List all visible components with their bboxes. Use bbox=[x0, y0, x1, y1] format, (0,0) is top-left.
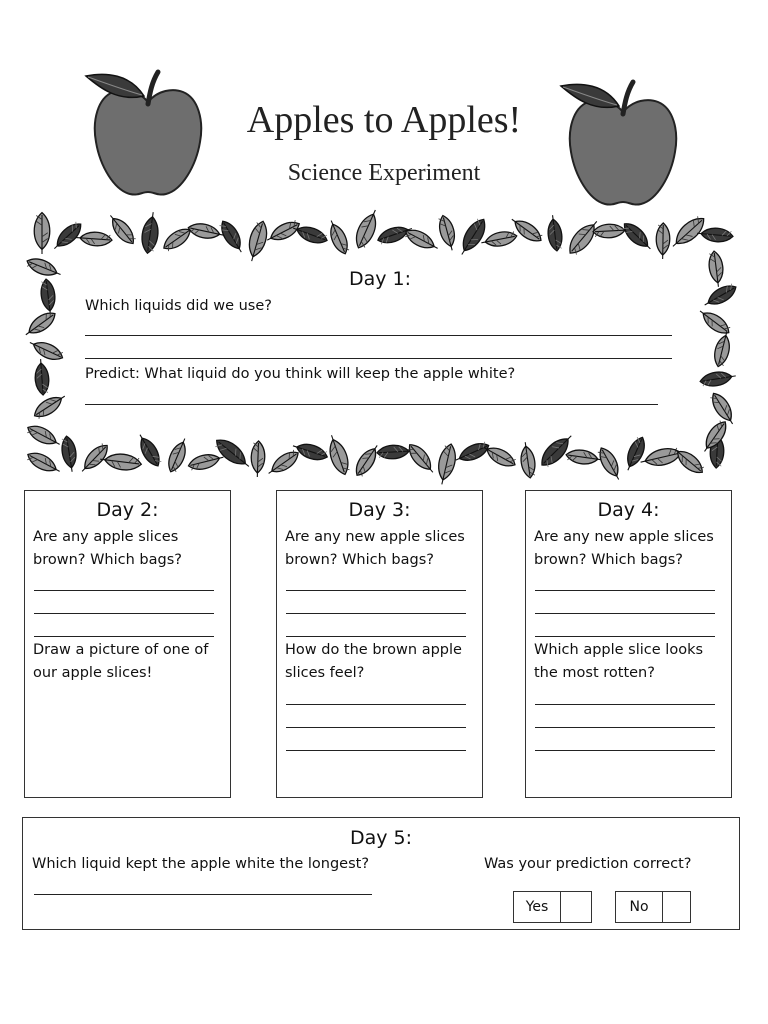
answer-line[interactable] bbox=[286, 704, 466, 705]
day4-heading: Day 4: bbox=[597, 499, 660, 521]
leaf-icon bbox=[565, 448, 603, 466]
leaf-icon bbox=[34, 213, 50, 254]
leaf-icon bbox=[595, 445, 624, 483]
leaf-icon bbox=[405, 440, 438, 476]
page-title: Apples to Apples! bbox=[246, 99, 522, 141]
leaf-icon bbox=[27, 336, 65, 363]
leaf-icon bbox=[593, 223, 630, 238]
yes-checkbox[interactable] bbox=[513, 891, 592, 923]
leaf-icon bbox=[217, 218, 247, 256]
leaf-icon bbox=[22, 308, 59, 340]
answer-line[interactable] bbox=[286, 750, 466, 751]
leaf-icon bbox=[244, 219, 270, 263]
leaf-icon bbox=[264, 218, 302, 246]
answer-line[interactable] bbox=[286, 727, 466, 728]
answer-line[interactable] bbox=[85, 404, 658, 405]
leaf-icon bbox=[699, 369, 737, 388]
leaf-icon bbox=[324, 433, 352, 477]
leaf-icon bbox=[39, 278, 57, 315]
day3-box bbox=[276, 490, 483, 798]
leaf-icon bbox=[31, 390, 69, 421]
leaf-icon bbox=[212, 434, 254, 472]
leaf-icon bbox=[165, 436, 191, 474]
day3-question1: Are any new apple slices brown? Which bags? bbox=[285, 529, 465, 568]
answer-line[interactable] bbox=[535, 750, 715, 751]
day4-box bbox=[525, 490, 732, 798]
leaf-icon bbox=[670, 444, 706, 477]
leaf-icon bbox=[25, 449, 63, 478]
page-subtitle: Science Experiment bbox=[287, 160, 481, 186]
answer-line[interactable] bbox=[34, 636, 214, 637]
drawing-area[interactable] bbox=[33, 689, 221, 787]
leaf-icon bbox=[508, 214, 545, 246]
day5-question1: Which liquid kept the apple white the longest? bbox=[32, 856, 370, 872]
leaf-icon bbox=[620, 219, 655, 254]
answer-line[interactable] bbox=[286, 590, 466, 591]
day3-question2: How do the brown apple slices feel? bbox=[285, 642, 462, 681]
leaf-icon bbox=[519, 441, 537, 479]
day2-heading: Day 2: bbox=[96, 499, 159, 521]
leaf-icon bbox=[480, 229, 518, 249]
leaf-icon bbox=[265, 447, 302, 479]
leaf-icon bbox=[564, 216, 603, 258]
leaf-border bbox=[22, 205, 747, 495]
leaf-icon bbox=[436, 214, 458, 252]
leaf-icon bbox=[251, 441, 266, 477]
day1-heading: Day 1: bbox=[348, 268, 412, 290]
leaf-icon bbox=[25, 255, 63, 281]
leaf-icon bbox=[546, 214, 564, 251]
leaf-icon bbox=[622, 435, 649, 473]
leaf-icon bbox=[696, 227, 733, 244]
day2-question2: Draw a picture of one of our apple slices! bbox=[33, 642, 209, 681]
leaf-icon bbox=[707, 250, 725, 287]
leaf-icon bbox=[76, 231, 113, 247]
day4-question2: Which apple slice looks the most rotten? bbox=[534, 642, 704, 681]
leaf-icon bbox=[187, 451, 225, 473]
answer-line[interactable] bbox=[85, 335, 672, 336]
day3-heading: Day 3: bbox=[348, 499, 411, 521]
day2-box bbox=[24, 490, 231, 798]
leaf-icon bbox=[696, 306, 733, 338]
answer-line[interactable] bbox=[286, 636, 466, 637]
day5-box bbox=[22, 817, 740, 930]
answer-line[interactable] bbox=[34, 613, 214, 614]
leaf-icon bbox=[351, 207, 382, 251]
leaf-icon bbox=[377, 444, 414, 459]
leaf-icon bbox=[140, 211, 161, 254]
leaf-icon bbox=[455, 215, 490, 258]
no-checkbox[interactable] bbox=[615, 891, 691, 923]
leaf-icon bbox=[351, 442, 382, 479]
leaf-icon bbox=[50, 219, 86, 253]
leaf-icon bbox=[60, 435, 79, 473]
day1-question2: Predict: What liquid do you think will keep the apple white? bbox=[85, 366, 516, 382]
no-label: No bbox=[616, 892, 663, 922]
day2-question1: Are any apple slices brown? Which bags? bbox=[33, 529, 182, 568]
leaf-icon bbox=[639, 445, 683, 469]
day5-heading: Day 5: bbox=[349, 827, 413, 849]
leaf-icon bbox=[537, 430, 577, 470]
leaf-icon bbox=[453, 439, 491, 466]
apple-icon-right bbox=[553, 72, 693, 212]
day1-question1: Which liquids did we use? bbox=[85, 298, 272, 314]
answer-line[interactable] bbox=[85, 358, 672, 359]
answer-line[interactable] bbox=[34, 590, 214, 591]
answer-line[interactable] bbox=[535, 613, 715, 614]
answer-line[interactable] bbox=[286, 613, 466, 614]
answer-line[interactable] bbox=[535, 704, 715, 705]
day5-question2: Was your prediction correct? bbox=[484, 856, 692, 872]
leaf-icon bbox=[325, 218, 351, 256]
yes-label: Yes bbox=[514, 892, 561, 922]
leaf-icon bbox=[712, 330, 734, 368]
leaf-icon bbox=[34, 359, 50, 396]
answer-line[interactable] bbox=[34, 894, 372, 895]
answer-line[interactable] bbox=[535, 727, 715, 728]
day4-question1: Are any new apple slices brown? Which bags? bbox=[534, 529, 714, 568]
leaf-icon bbox=[25, 422, 63, 451]
leaf-icon bbox=[187, 221, 225, 242]
leaf-icon bbox=[434, 442, 458, 486]
answer-line[interactable] bbox=[535, 636, 715, 637]
answer-line[interactable] bbox=[535, 590, 715, 591]
leaf-icon bbox=[701, 281, 739, 311]
leaf-icon bbox=[656, 223, 670, 259]
